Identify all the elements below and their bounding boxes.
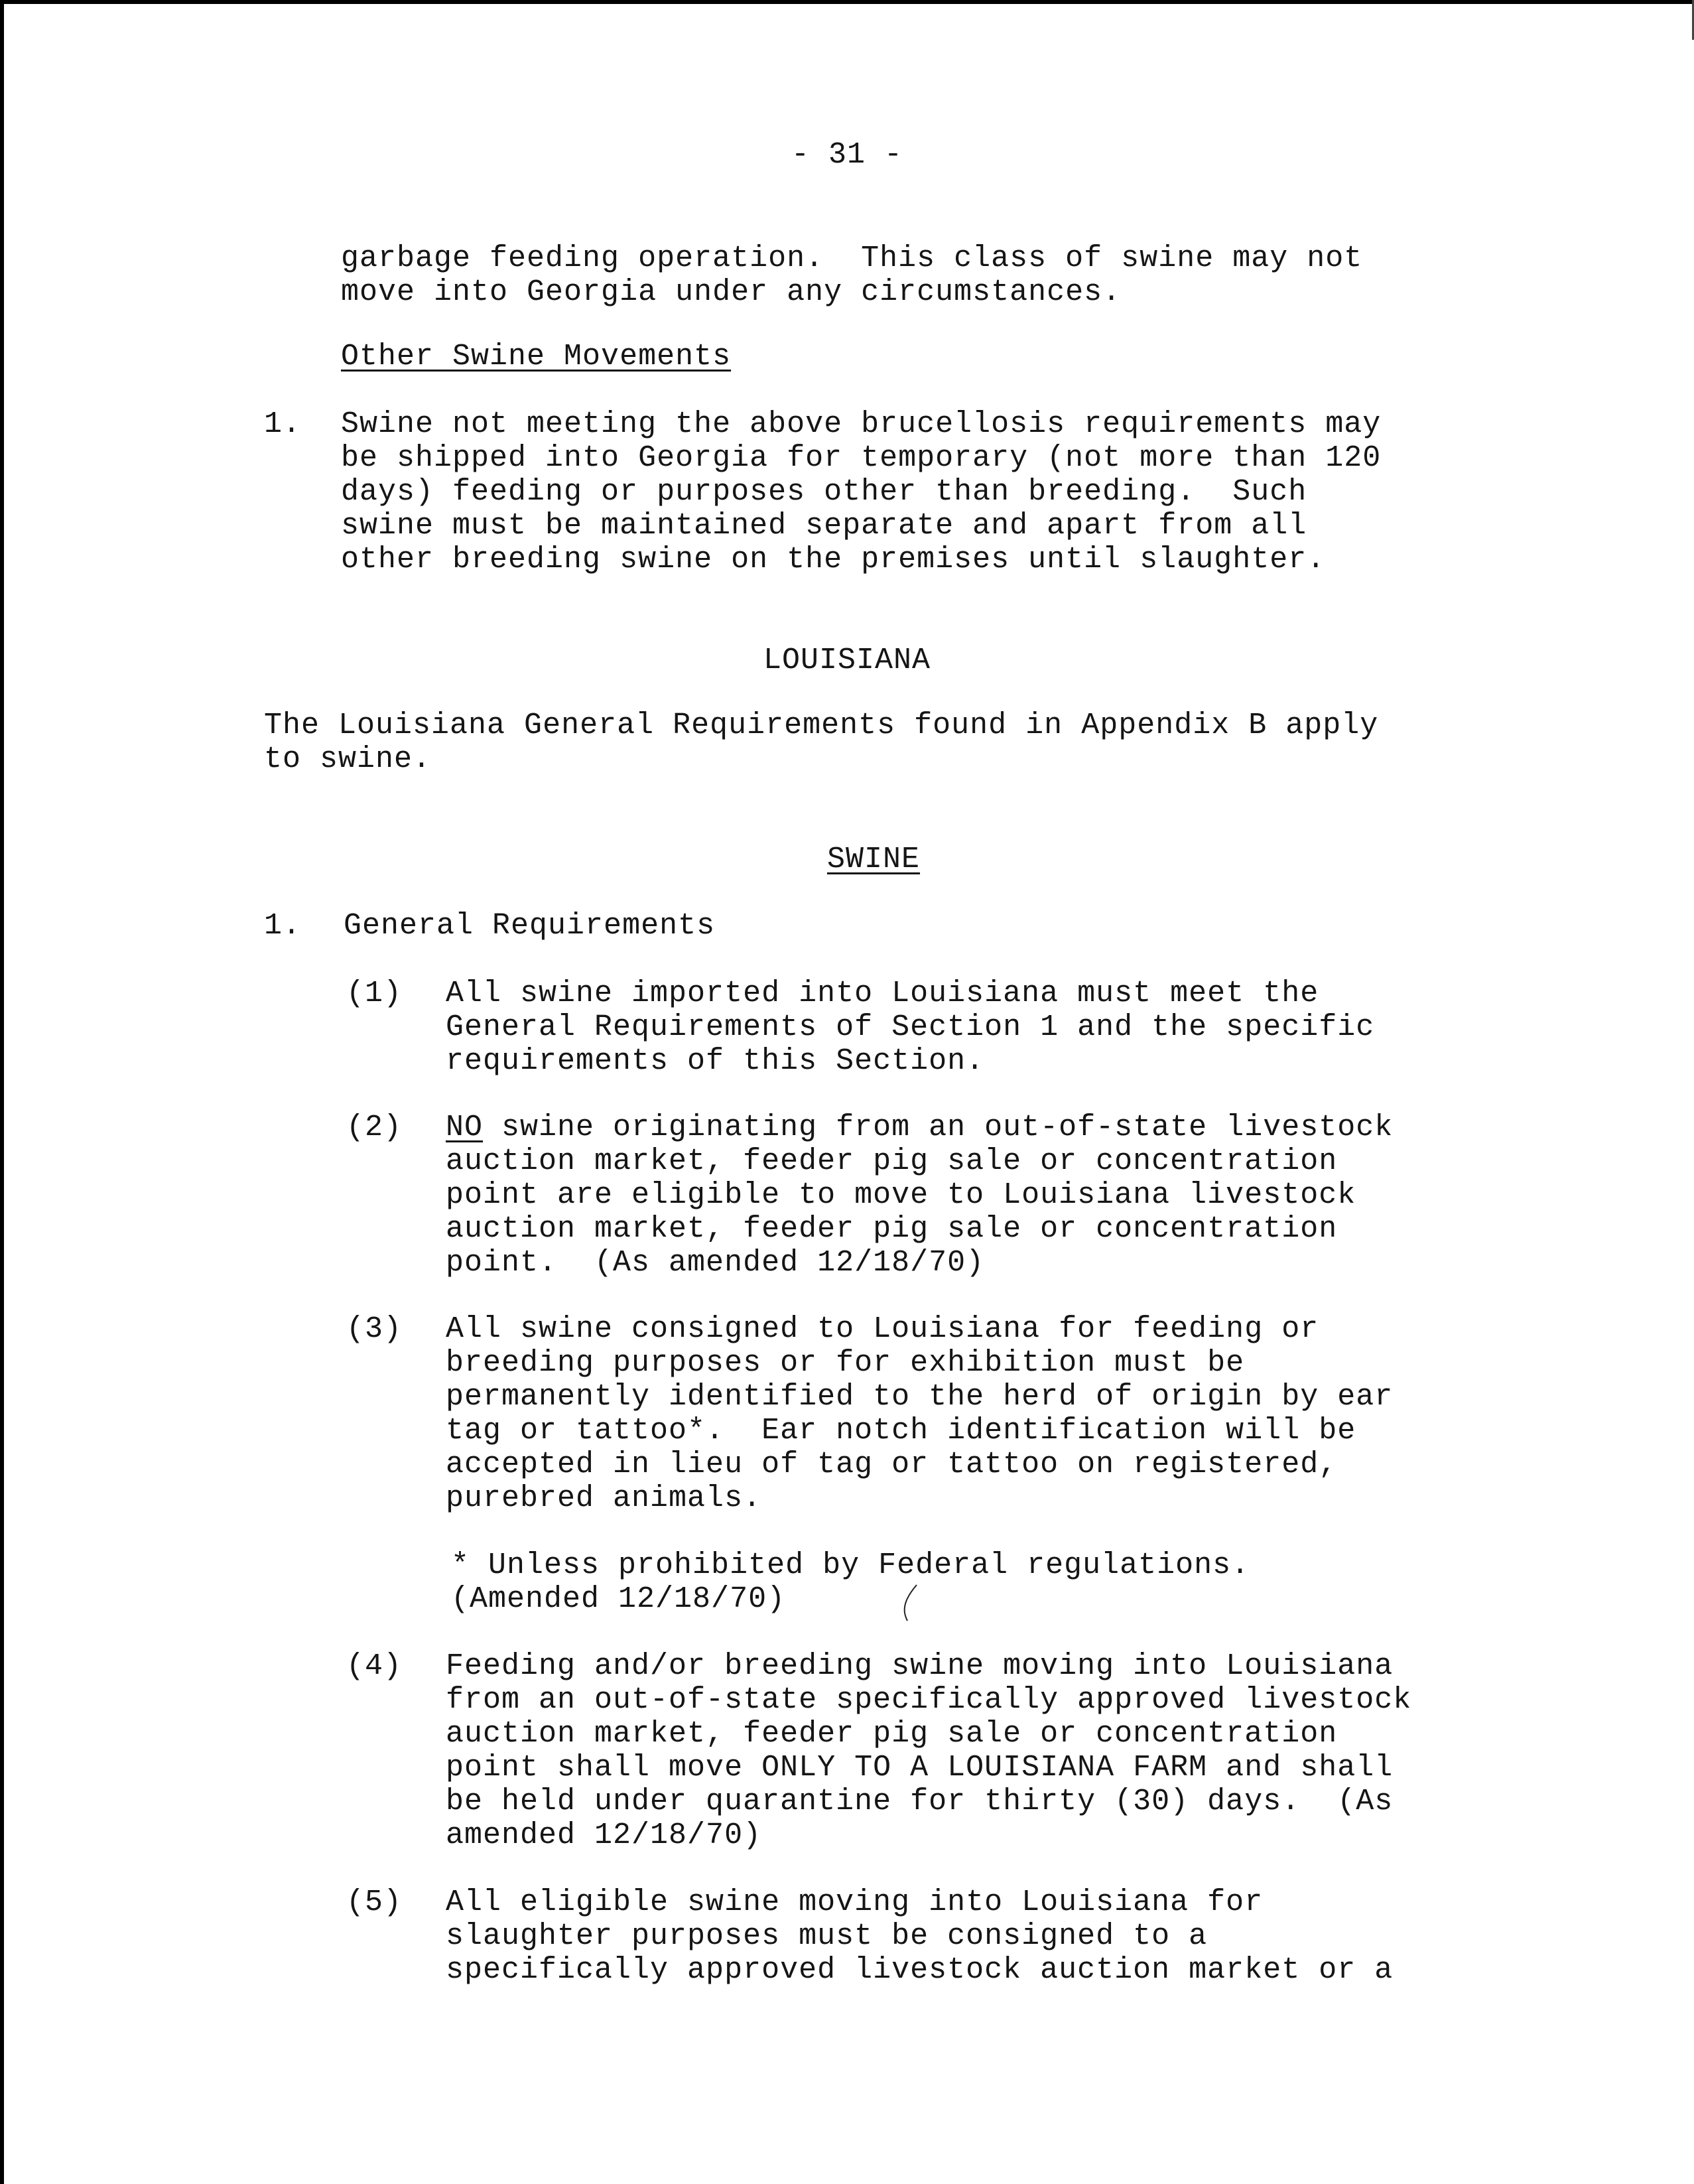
paragraph-line: Swine not meeting the above brucellosis requirements may xyxy=(341,407,1382,441)
paragraph-line: All eligible swine moving into Louisiana for xyxy=(446,1885,1264,1919)
paragraph-line: accepted in lieu of tag or tattoo on registered, xyxy=(446,1448,1338,1481)
paragraph-line: move into Georgia under any circumstances. xyxy=(341,275,1122,309)
sub-item-number: (5) xyxy=(346,1885,403,1919)
paragraph-line: swine must be maintained separate and apart from all xyxy=(341,509,1307,543)
paragraph-line: auction market, feeder pig sale or concentration xyxy=(446,1717,1338,1751)
page-edge-top xyxy=(0,0,1694,4)
paragraph-line: General Requirements of Section 1 and the specific xyxy=(446,1010,1375,1044)
paragraph-line: garbage feeding operation. This class of swine may not xyxy=(341,241,1363,275)
sub-item-number: (2) xyxy=(346,1111,403,1144)
paragraph-line: other breeding swine on the premises until slaughter. xyxy=(341,543,1326,577)
paragraph-line: auction market, feeder pig sale or concentration xyxy=(446,1212,1338,1246)
item-number: 1. xyxy=(264,909,302,943)
section-heading-other-swine: Other Swine Movements xyxy=(341,340,732,374)
paragraph-line xyxy=(446,1111,1393,1144)
sub-item-number: (1) xyxy=(346,977,403,1010)
paragraph-line: requirements of this Section. xyxy=(446,1044,985,1078)
paragraph-line: be shipped into Georgia for temporary (not more than 120 xyxy=(341,441,1382,475)
paragraph-line: point are eligible to move to Louisiana livestock xyxy=(446,1178,1356,1212)
paragraph-line: All swine imported into Louisiana must meet the xyxy=(446,977,1319,1010)
general-requirements-label: General Requirements xyxy=(344,909,716,943)
emphasis-no: NO xyxy=(446,1111,484,1144)
item-number: 1. xyxy=(264,407,302,441)
paragraph-line: from an out-of-state specifically approved livestock xyxy=(446,1683,1412,1717)
page-edge-left xyxy=(0,0,4,2184)
paragraph-line: All swine consigned to Louisiana for feeding or xyxy=(446,1312,1319,1346)
page-number: - 31 - xyxy=(791,138,903,172)
paragraph-line: point shall move ONLY TO A LOUISIANA FARM and shall xyxy=(446,1751,1394,1785)
paragraph-line: to swine. xyxy=(264,742,432,776)
sub-item-number: (3) xyxy=(346,1312,403,1346)
paragraph-line: auction market, feeder pig sale or concentration xyxy=(446,1144,1338,1178)
paragraph-line: specifically approved livestock auction market or a xyxy=(446,1953,1394,1987)
pen-mark xyxy=(901,1582,921,1622)
footnote-line: (Amended 12/18/70) xyxy=(451,1582,786,1616)
section-heading-louisiana: LOUISIANA xyxy=(763,644,931,677)
footnote-line: * Unless prohibited by Federal regulations. xyxy=(451,1548,1250,1582)
paragraph-line: amended 12/18/70) xyxy=(446,1818,762,1852)
paragraph-line: breeding purposes or for exhibition must be xyxy=(446,1346,1245,1380)
paragraph-line-rest: swine originating from an out-of-state livestock xyxy=(483,1111,1394,1144)
paragraph-line: permanently identified to the herd of origin by ear xyxy=(446,1380,1394,1414)
paragraph-line: be held under quarantine for thirty (30) days. (As xyxy=(446,1785,1394,1818)
paragraph-line: point. (As amended 12/18/70) xyxy=(446,1246,985,1280)
paragraph-line: purebred animals. xyxy=(446,1481,762,1515)
paragraph-line: Feeding and/or breeding swine moving into Louisiana xyxy=(446,1649,1394,1683)
paragraph-line: days) feeding or purposes other than breeding. Such xyxy=(341,475,1307,509)
paragraph-line: The Louisiana General Requirements found in Appendix B apply xyxy=(264,709,1379,742)
section-heading-swine: SWINE xyxy=(826,843,921,876)
paragraph-line: slaughter purposes must be consigned to a xyxy=(446,1919,1208,1953)
sub-item-number: (4) xyxy=(346,1649,403,1683)
paragraph-line: tag or tattoo*. Ear notch identification will be xyxy=(446,1414,1356,1448)
